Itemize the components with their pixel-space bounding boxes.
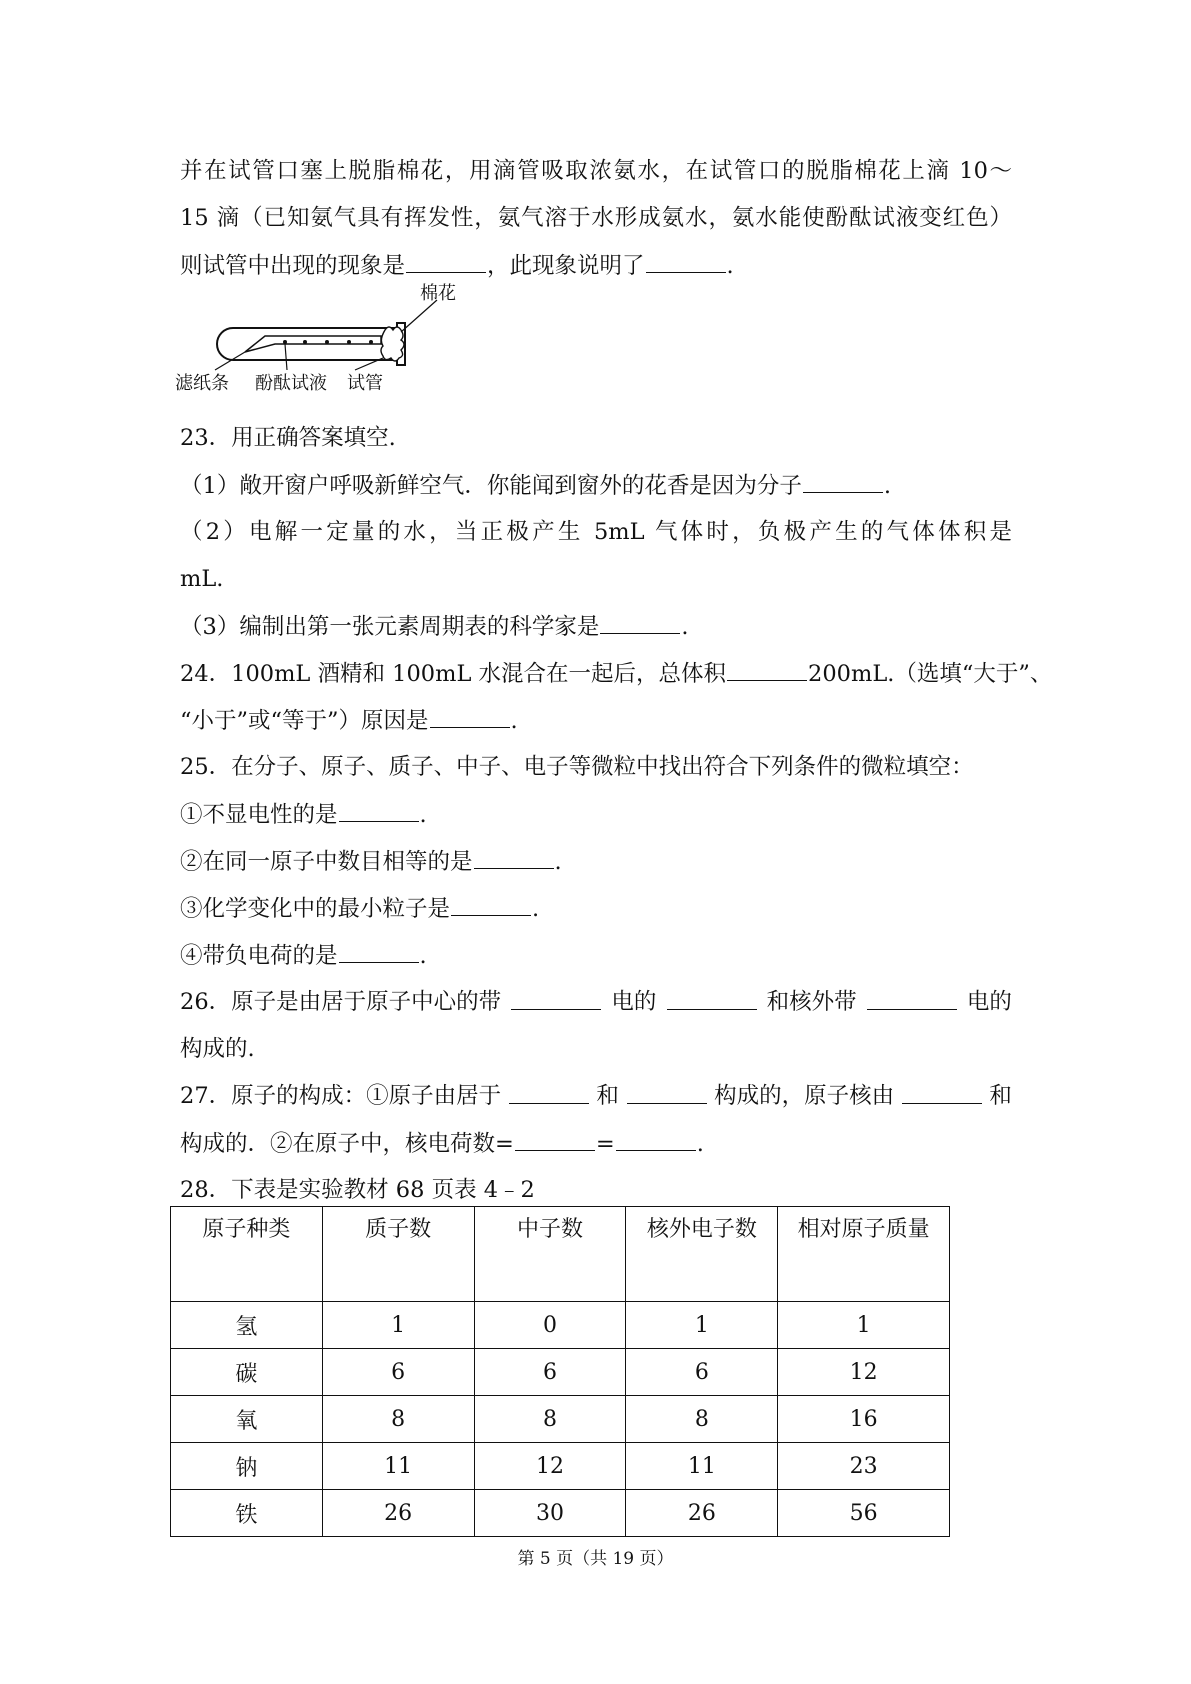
test-tube-figure <box>175 283 475 402</box>
text-line <box>180 846 562 877</box>
text-line: 并在试管口塞上脱脂棉花，用滴管吸取浓氨水，在试管口的脱脂棉花上滴 10～ <box>180 158 1012 184</box>
table-cell: 12 <box>474 1443 626 1490</box>
text-span: ②在同一原子中数目相等的是 <box>180 849 473 875</box>
answer-blank <box>406 250 486 273</box>
text-span: . <box>554 849 562 875</box>
text-line: mL. <box>180 566 224 592</box>
table-cell: 铁 <box>171 1490 323 1537</box>
table-cell: 26 <box>626 1490 778 1537</box>
question-23: 23．用正确答案填空. <box>180 425 396 451</box>
table-cell: 26 <box>322 1490 474 1537</box>
answer-blank <box>509 1081 589 1104</box>
table-cell: 8 <box>474 1396 626 1443</box>
text-span: ④带负电荷的是 <box>180 943 338 969</box>
answer-blank <box>474 846 554 869</box>
text-span: 构成的．②在原子中，核电荷数= <box>180 1131 514 1157</box>
text-line <box>180 470 891 501</box>
answer-blank <box>616 1128 696 1151</box>
text-span: . <box>510 708 518 734</box>
text-line: （2）电解一定量的水，当正极产生 5mL 气体时，负极产生的气体体积是 <box>180 519 1012 545</box>
table-row <box>171 1302 950 1349</box>
table-cell: 6 <box>626 1349 778 1396</box>
text-span: . <box>883 473 891 499</box>
text-line <box>180 611 688 642</box>
text-span: （3）编制出第一张元素周期表的科学家是 <box>180 614 600 640</box>
table-header-cell: 质子数 <box>322 1207 474 1302</box>
answer-blank <box>451 893 531 916</box>
table-row <box>171 1349 950 1396</box>
text-span: . <box>726 253 734 279</box>
answer-blank <box>727 658 807 681</box>
label-cotton: 棉花 <box>420 283 456 304</box>
answer-blank <box>646 250 726 273</box>
table-cell: 16 <box>778 1396 950 1443</box>
answer-blank <box>600 611 680 634</box>
table-row <box>171 1490 950 1537</box>
table-header-cell: 原子种类 <box>171 1207 323 1302</box>
text-span: 构成的，原子核由 <box>714 1083 895 1109</box>
answer-blank <box>430 705 510 728</box>
text-span: 和 <box>989 1083 1012 1109</box>
table-cell: 56 <box>778 1490 950 1537</box>
text-span: . <box>419 943 427 969</box>
table-cell: 1 <box>322 1302 474 1349</box>
question-25: 25．在分子、原子、质子、中子、电子等微粒中找出符合下列条件的微粒填空： <box>180 754 974 780</box>
table-cell: 氧 <box>171 1396 323 1443</box>
text-span: （1）敞开窗户呼吸新鲜空气．你能闻到窗外的花香是因为分子 <box>180 473 802 499</box>
text-span: = <box>595 1131 615 1157</box>
text-line <box>180 799 427 830</box>
label-test-tube: 试管 <box>347 373 383 394</box>
text-span: ①不显电性的是 <box>180 802 338 828</box>
text-span: . <box>419 802 427 828</box>
answer-blank <box>339 940 419 963</box>
table-cell: 8 <box>322 1396 474 1443</box>
table-row <box>171 1443 950 1490</box>
text-span: ③化学变化中的最小粒子是 <box>180 896 451 922</box>
answer-blank <box>867 987 957 1010</box>
page-footer: 第 5 页（共 19 页） <box>517 1549 674 1569</box>
text-span: ，此现象说明了 <box>487 253 645 279</box>
answer-blank <box>511 987 601 1010</box>
answer-blank <box>515 1128 595 1151</box>
answer-blank <box>902 1081 982 1104</box>
table-cell: 12 <box>778 1349 950 1396</box>
text-span: 200mL.（选填“大于”、 <box>808 661 1053 687</box>
text-span: 24．100mL 酒精和 100mL 水混合在一起后，总体积 <box>180 661 727 687</box>
text-span: 和 <box>596 1083 619 1109</box>
question-24 <box>180 658 1052 689</box>
table-cell: 氢 <box>171 1302 323 1349</box>
answer-blank <box>339 799 419 822</box>
atom-table <box>170 1206 950 1537</box>
question-28: 28．下表是实验教材 68 页表 4﹣2 <box>180 1177 535 1203</box>
table-cell: 6 <box>322 1349 474 1396</box>
table-cell: 0 <box>474 1302 626 1349</box>
table-cell: 1 <box>626 1302 778 1349</box>
label-filter-paper: 滤纸条 <box>175 373 229 394</box>
text-line: 15 滴（已知氨气具有挥发性，氨气溶于水形成氨水，氨水能使酚酞试液变红色） <box>180 205 1012 231</box>
table-row <box>171 1396 950 1443</box>
table-header-cell: 中子数 <box>474 1207 626 1302</box>
text-span: “小于”或“等于”）原因是 <box>180 708 429 734</box>
table-cell: 30 <box>474 1490 626 1537</box>
text-span: 则试管中出现的现象是 <box>180 253 406 279</box>
table-cell: 8 <box>626 1396 778 1443</box>
question-26 <box>180 987 1012 1017</box>
table-header-cell: 核外电子数 <box>626 1207 778 1302</box>
question-27 <box>180 1081 1012 1111</box>
text-span: 26．原子是由居于原子中心的带 <box>180 989 502 1015</box>
table-header-cell: 相对原子质量 <box>778 1207 950 1302</box>
table-header-row <box>171 1207 950 1302</box>
text-line <box>180 1128 704 1159</box>
table-cell: 钠 <box>171 1443 323 1490</box>
text-span: 电的 <box>966 989 1012 1015</box>
table-cell: 碳 <box>171 1349 323 1396</box>
answer-blank <box>803 470 883 493</box>
table-cell: 11 <box>626 1443 778 1490</box>
table-cell: 1 <box>778 1302 950 1349</box>
text-line: 构成的. <box>180 1036 255 1062</box>
text-span: 27．原子的构成：①原子由居于 <box>180 1083 502 1109</box>
table-cell: 23 <box>778 1443 950 1490</box>
answer-blank <box>627 1081 707 1104</box>
table-cell: 11 <box>322 1443 474 1490</box>
text-line <box>180 893 539 924</box>
text-span: . <box>532 896 540 922</box>
text-span: . <box>696 1131 704 1157</box>
text-line <box>180 705 518 736</box>
text-span: . <box>681 614 689 640</box>
text-line <box>180 250 734 281</box>
text-span: 和核外带 <box>766 989 857 1015</box>
text-span: 电的 <box>611 989 657 1015</box>
table-cell: 6 <box>474 1349 626 1396</box>
label-phenolphthalein: 酚酞试液 <box>255 373 327 394</box>
text-line <box>180 940 427 971</box>
answer-blank <box>667 987 757 1010</box>
